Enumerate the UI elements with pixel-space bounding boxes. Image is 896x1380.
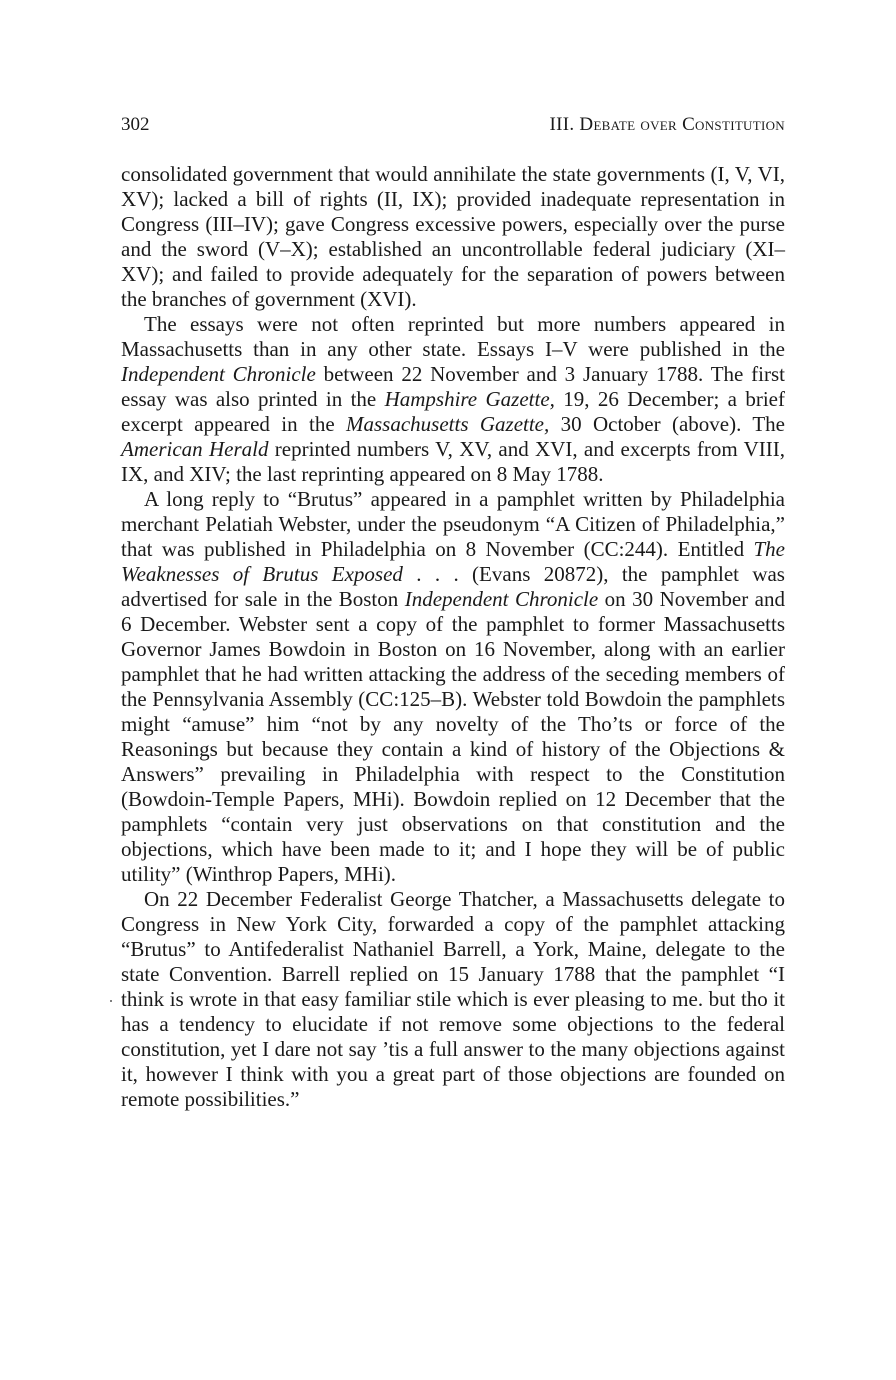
paragraph-text: On 22 December Federalist George Thatcher, a Massachusetts delegate to Congress in New York City, forwarded a copy of the pamphlet attacking “Brutus” to Antifederalist Nathaniel Barrell, a York, Maine, delegate to the state Convention. Barrell replied on 15 January 1788 that the pamphlet “I think is wrote in that easy familiar stile which is ever pleasing to me. but tho it has a tendency to elucidate if not remove some objections to the federal constitution, yet I dare not say ’tis a full answer to the many objections against it, however I think with you a great part of those objections are founded on remote possibilities.”	[121, 887, 785, 1111]
italic-title-text: Independent Chronicle	[404, 587, 599, 611]
paragraph	[121, 487, 785, 887]
running-head	[121, 112, 785, 138]
italic-title-text: Independent Chronicle	[121, 362, 316, 386]
scan-speck	[110, 1000, 112, 1002]
paragraph-text: consolidated government that would annihilate the state governments (I, V, VI, XV); lacked a bill of rights (II, IX); provided inadequate representation in Congress (III–IV); gave Congress excessive powers, especially over the purse and the sword (V–X); established an uncontrollable federal judiciary (XI–XV); and failed to provide adequately for the separation of powers between the branches of government (XVI).	[121, 162, 785, 311]
paragraph-text: 19, 26 December; a brief excerpt appeared in the	[121, 387, 785, 436]
paragraph-text: between 22 November and 3 January 1788. The first essay was also printed in the	[121, 362, 785, 411]
paragraph-text: The essays were not often reprinted but more numbers appeared in Massachusetts than in any other state. Essays I–V were published in the	[121, 312, 785, 361]
page-number: 302	[121, 114, 150, 135]
paragraph-text: A long reply to “Brutus” appeared in a pamphlet written by Philadelphia merchant Pelatiah Webster, under the pseudonym “A Citizen of Philadelphia,” that was published in Philadelphia on 8 November (CC:244). Entitled	[121, 487, 785, 561]
italic-title-text: The Weaknesses of Brutus Exposed	[121, 537, 785, 586]
paragraph-text: reprinted numbers V, XV, and XVI, and excerpts from VIII, IX, and XIV; the last reprinting appeared on 8 May 1788.	[121, 437, 786, 486]
paragraph-text: 30 October (above). The	[549, 412, 785, 436]
paragraph	[121, 162, 785, 312]
document-page	[121, 112, 785, 1112]
paragraph	[121, 887, 785, 1112]
italic-title-text: Hampshire Gazette,	[384, 387, 555, 411]
italic-title-text: Massachusetts Gazette,	[346, 412, 550, 436]
paragraph	[121, 312, 785, 487]
running-title: III. Debate over Constitution	[549, 114, 785, 135]
italic-title-text: American Herald	[121, 437, 269, 461]
paragraph-text: . . . (Evans 20872), the pamphlet was advertised for sale in the Boston	[121, 562, 785, 611]
body-text	[121, 162, 785, 1112]
paragraph-text: on 30 November and 6 December. Webster sent a copy of the pamphlet to former Massachusetts Governor James Bowdoin in Boston on 16 November, along with an earlier pamphlet that he had written attacking the address of the seceding members of the Pennsylvania Assembly (CC:125–B). Webster told Bowdoin the pamphlets might “amuse” him “not by any novelty of the Tho’ts or force of the Reasonings but because they contain a kind of history of the Objections & Answers” prevailing in Philadelphia with respect to the Constitution (Bowdoin-Temple Papers, MHi). Bowdoin replied on 12 December that the pamphlets “contain very just observations on that constitution and the objections, which have been made to it; and I hope they will be of public utility” (Winthrop Papers, MHi).	[121, 587, 785, 886]
